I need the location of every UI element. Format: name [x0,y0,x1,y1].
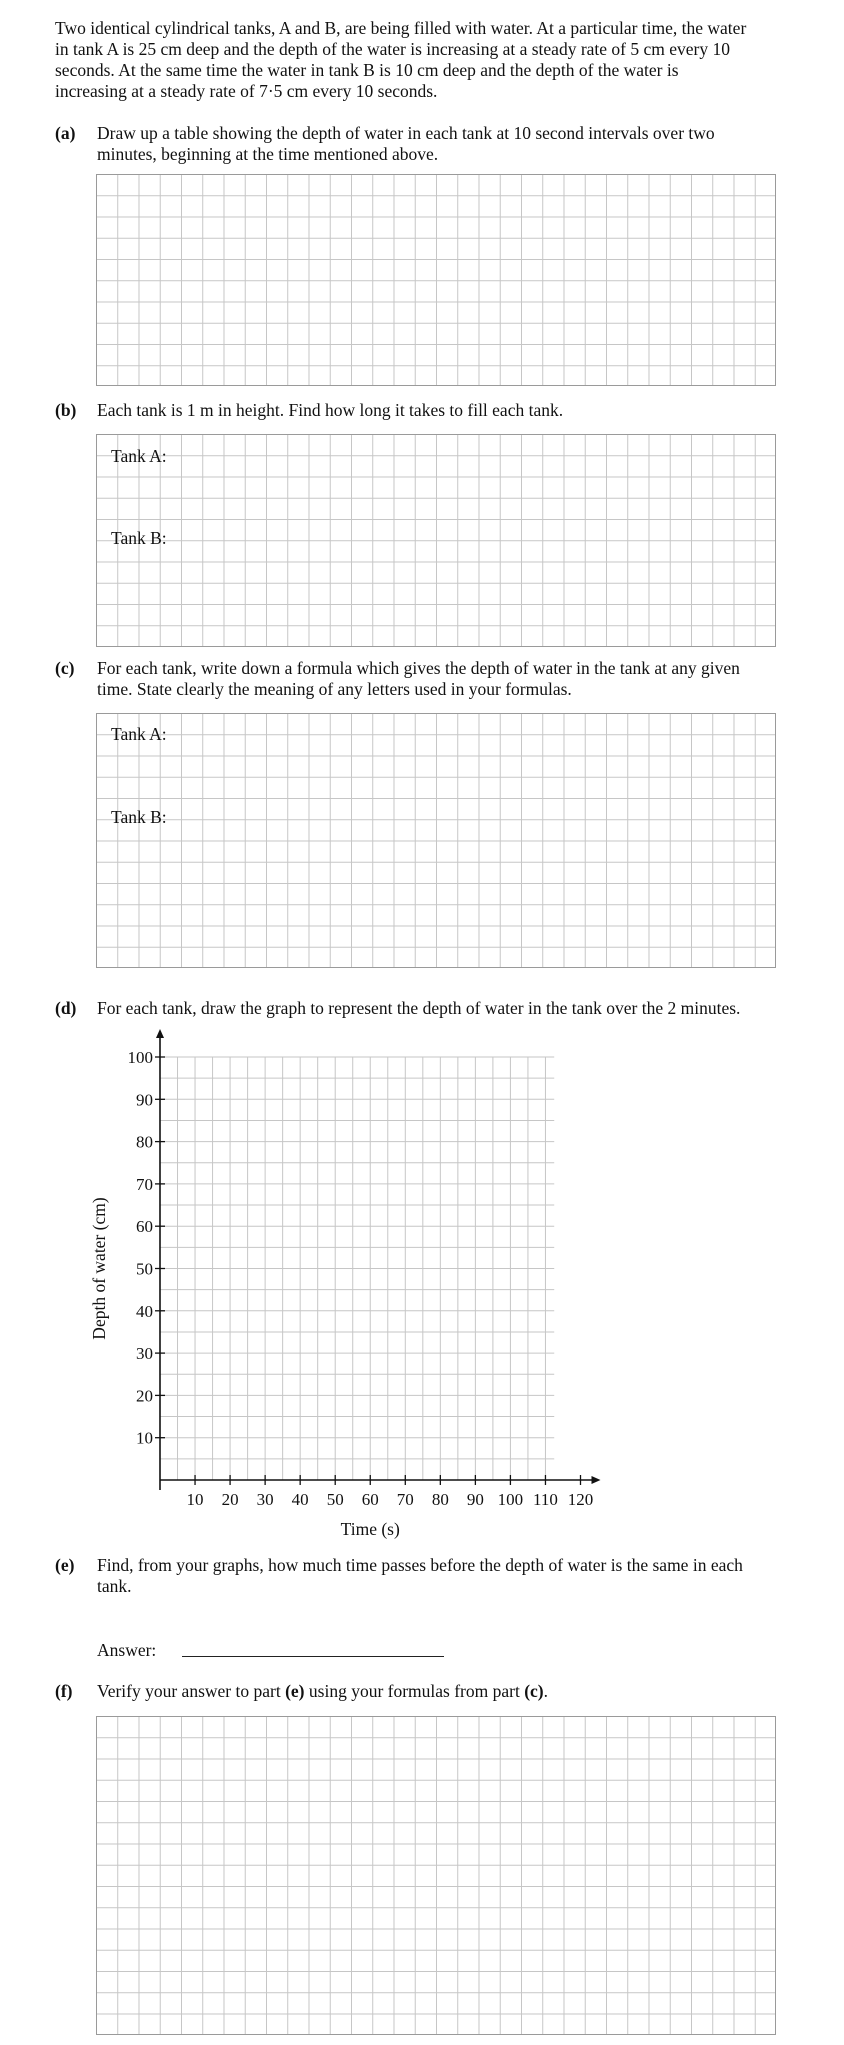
part-label: (a) [55,123,76,143]
tank-a-label: Tank A: [111,724,167,744]
y-axis-label: Depth of water (cm) [89,1197,109,1340]
y-tick-label: 10 [136,1428,153,1448]
question-text-part: using your formulas from part [304,1681,525,1701]
intro-line: in tank A is 25 cm deep and the depth of the water is increasing at a steady rate of 5 cm every 10 [55,39,730,59]
question-line: For each tank, draw the graph to represent the depth of water in the tank over the 2 minutes. [97,998,741,1018]
x-tick-label: 100 [497,1490,524,1509]
x-tick-label: 90 [466,1490,484,1509]
x-tick-label: 10 [186,1490,204,1509]
x-tick-label: 60 [361,1490,379,1509]
y-tick-label: 40 [136,1301,153,1321]
y-tick-label: 20 [136,1386,153,1406]
y-tick-label: 50 [136,1259,153,1279]
question-text [97,658,787,700]
x-tick-label: 20 [221,1490,239,1509]
question-text-part: Verify your answer to part [97,1681,286,1701]
x-tick-label: 80 [431,1490,449,1509]
y-tick-label: 30 [136,1344,153,1364]
part-ref-c: (c) [524,1681,544,1701]
tank-a-label: Tank A: [111,446,167,466]
question-text [97,1681,787,1702]
part-label: (b) [55,400,77,420]
question-text [97,123,787,165]
x-tick-label: 40 [291,1490,309,1509]
intro-line: Two identical cylindrical tanks, A and B, are being filled with water. At a particular time, the water [55,18,747,38]
y-tick-label: 70 [136,1174,153,1194]
x-tick-label: 50 [326,1490,344,1509]
tank-b-label: Tank B: [111,528,167,548]
answer-grid-a[interactable] [96,174,776,386]
depth-time-graph[interactable] [60,1015,700,1545]
question-line: tank. [97,1576,132,1596]
intro-line: increasing at a steady rate of 7·5 cm every 10 seconds. [55,81,438,101]
x-tick-label: 30 [256,1490,274,1509]
y-axis-arrow [156,1029,164,1038]
y-tick-label: 90 [136,1090,153,1110]
x-tick-label: 70 [396,1490,414,1509]
answer-grid-b[interactable] [96,434,776,647]
x-axis-arrow [592,1476,601,1484]
question-line: time. State clearly the meaning of any letters used in your formulas. [97,679,572,699]
x-tick-label: 110 [533,1490,558,1509]
y-tick-label: 80 [136,1132,153,1152]
answer-grid-c[interactable] [96,713,776,968]
intro-paragraph [55,18,775,102]
intro-line: seconds. At the same time the water in tank B is 10 cm deep and the depth of the water is [55,60,679,80]
part-label: (d) [55,998,77,1018]
part-label: (e) [55,1555,75,1575]
question-line: Draw up a table showing the depth of water in each tank at 10 second intervals over two [97,123,715,143]
question-text [97,400,787,421]
x-axis-label: Time (s) [340,1519,400,1539]
answer-grid-f[interactable] [96,1716,776,2035]
part-ref-e: (e) [285,1681,305,1701]
question-text [97,1555,787,1597]
question-line: Each tank is 1 m in height. Find how long it takes to fill each tank. [97,400,564,420]
answer-line[interactable] [182,1656,444,1657]
part-label: (c) [55,658,75,678]
y-tick-label: 60 [136,1217,153,1237]
part-label: (f) [55,1681,73,1701]
question-line: Find, from your graphs, how much time passes before the depth of water is the same in each [97,1555,743,1575]
x-tick-label: 120 [567,1490,594,1509]
answer-label: Answer: [97,1640,157,1660]
question-text-part: . [543,1681,549,1701]
question-line: For each tank, write down a formula which gives the depth of water in the tank at any given [97,658,740,678]
question-line: minutes, beginning at the time mentioned above. [97,144,439,164]
tank-b-label: Tank B: [111,807,167,827]
y-tick-label: 100 [127,1048,153,1067]
